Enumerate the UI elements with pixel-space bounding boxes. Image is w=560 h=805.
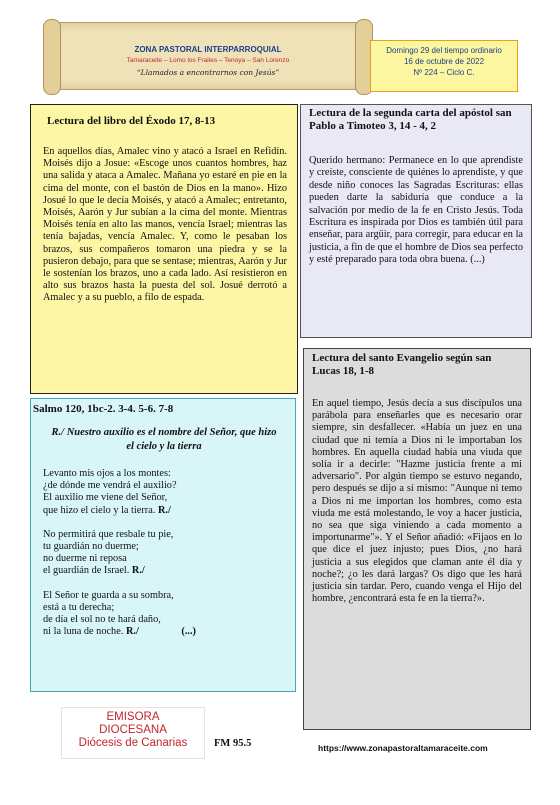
psalm-line: El auxilio me viene del Señor, bbox=[43, 492, 168, 504]
gospel-box bbox=[303, 348, 531, 730]
radio-line-1: EMISORA bbox=[106, 711, 160, 723]
radio-line-3: Diócesis de Canarias bbox=[78, 737, 188, 749]
psalm-line: Levanto mis ojos a los montes: bbox=[43, 468, 171, 479]
first-reading-box bbox=[30, 104, 298, 394]
first-reading-title: Lectura del libro del Éxodo 17, 8-13 bbox=[47, 115, 216, 127]
date-line-2: 16 de octubre de 2022 bbox=[403, 57, 485, 66]
response-mark: R./ bbox=[131, 565, 145, 577]
second-reading-title: Lectura de la segunda carta del apóstol san Pablo a Timoteo 3, 14 - 4, 2 bbox=[309, 107, 512, 132]
psalm-line: No permitirá que resbale tu pie, bbox=[43, 528, 174, 540]
first-reading-text: En aquellos días, Amalec vino y atacó a Israel en Refidín. Moisés dijo a Josue: «Escoge unos cuantos hombres, haz una salida y ataca a Amalec. Mañana yo estaré en pie en la cima del monte, con el bastón de Dios en la mano». Hizo Josué lo que le decía Moisés, y atacó a Amalec; entretanto, Moisés, Aarón y Jur subían a la cima del monte. Mientras Moisés tenía en alto las manos, vencía Israel; mientras las tenía bajadas, vencía Amalec. Y, como le pesaban los brazos, sus compañeros tomaron una piedra y se la pusieron debajo, para que se sentase; mientras, Aarón y Jur le sostenían los brazos, uno a cada lado. Así resistieron en alto sus brazos hasta la puesta del sol. Josué derrotó a Amalec y a su pueblo, a filo de espada. bbox=[43, 146, 287, 304]
gospel-text: En aquel tiempo, Jesús decía a sus discípulos una parábola para enseñarles que es necesario orar siempre, sin desfallecer. «Había un juez en una ciudad que ni temía a Dios ni le importaban los hombres. En aquella ciudad había una viuda que solía ir a decirle: "Hazme justicia frente a mi adversario". Por algún tiempo se estuvo negando, pero después se dijo a sí mismo: "Aunque ni temo a Dios ni me importan los hombres, como esta viuda me está molestando, le voy a hacer justicia, no sea que siga viniendo a cada momento a importunarme"». Y el Señor añadió: «Fijaos en lo que dice el juez injusto; pues Dios, ¿no hará justicia a sus elegidos que claman ante él día y noche?; ¿o les dará largas? Os digo que les hará justicia sin tardar. Pero, cuando venga el Hijo del hombre, ¿encontrará esta fe en la tierra?». bbox=[312, 398, 522, 605]
psalm-box bbox=[30, 398, 296, 692]
second-reading-text: Querido hermano: Permanece en lo que aprendiste y creíste, consciente de quiénes lo aprendiste, y que desde niño conoces las Sagradas Escrituras: ellas pueden darte la sabiduría que conduce a la salvación por medio de la fe en Cristo Jesús. Toda Escritura es inspirada por Dios es también útil para enseñar, para argüir, para corregir, para educar en la justicia, a fin de que el hombre de Dios sea perfecto y esté preparado para toda obra buena. (...) bbox=[309, 155, 523, 266]
psalm-line: que hizo el cielo y la tierra. bbox=[43, 504, 156, 516]
psalm-line: ¿de dónde me vendrá el auxilio? bbox=[43, 480, 177, 492]
fm-frequency: FM 95.5 bbox=[214, 738, 252, 749]
psalm-line: de día el sol no te hará daño, bbox=[43, 614, 161, 626]
response-mark: R./ bbox=[157, 504, 171, 516]
psalm-line: no duerme ni reposa bbox=[43, 553, 127, 565]
psalm-stanza-2 bbox=[43, 529, 285, 578]
psalm-response: R./ Nuestro auxilio es el nombre del Señor, que hizo el cielo y la tierra bbox=[51, 427, 277, 452]
psalm-stanza-3 bbox=[43, 590, 285, 639]
psalm-title: Salmo 120, 1bc-2. 3-4. 5-6. 7-8 bbox=[33, 403, 174, 415]
psalm-line: el guardián de Israel. bbox=[43, 565, 130, 577]
website-link[interactable]: https://www.zonapastoraltamaraceite.com bbox=[318, 743, 488, 753]
gospel-title: Lectura del santo Evangelio según san Lucas 18, 1-8 bbox=[312, 352, 492, 377]
date-line-3: Nº 224 – Ciclo C. bbox=[413, 68, 475, 77]
second-reading-box bbox=[300, 104, 532, 338]
parish-places: Tamaraceite – Lomo los Frailes – Tenoya – San Lorenzo bbox=[126, 57, 290, 64]
date-line-1: Domingo 29 del tiempo ordinario bbox=[386, 46, 502, 55]
psalm-line: El Señor te guarda a su sombra, bbox=[43, 589, 174, 601]
psalm-line: ni la luna de noche. bbox=[43, 626, 124, 638]
psalm-line: tu guardián no duerme; bbox=[43, 541, 139, 553]
org-name: ZONA PASTORAL INTERPARROQUIAL bbox=[134, 45, 282, 54]
psalm-stanza-1 bbox=[43, 468, 285, 517]
radio-line-2: DIOCESANA bbox=[99, 724, 167, 736]
psalm-ellipsis: (...) bbox=[181, 626, 196, 638]
header-banner bbox=[52, 22, 364, 90]
date-box bbox=[370, 40, 518, 92]
response-mark: R./ bbox=[125, 626, 139, 638]
psalm-line: está a tu derecha; bbox=[43, 601, 115, 613]
radio-logo bbox=[62, 708, 204, 758]
motto: “Llamados a encontrarnos con Jesús” bbox=[136, 68, 280, 77]
